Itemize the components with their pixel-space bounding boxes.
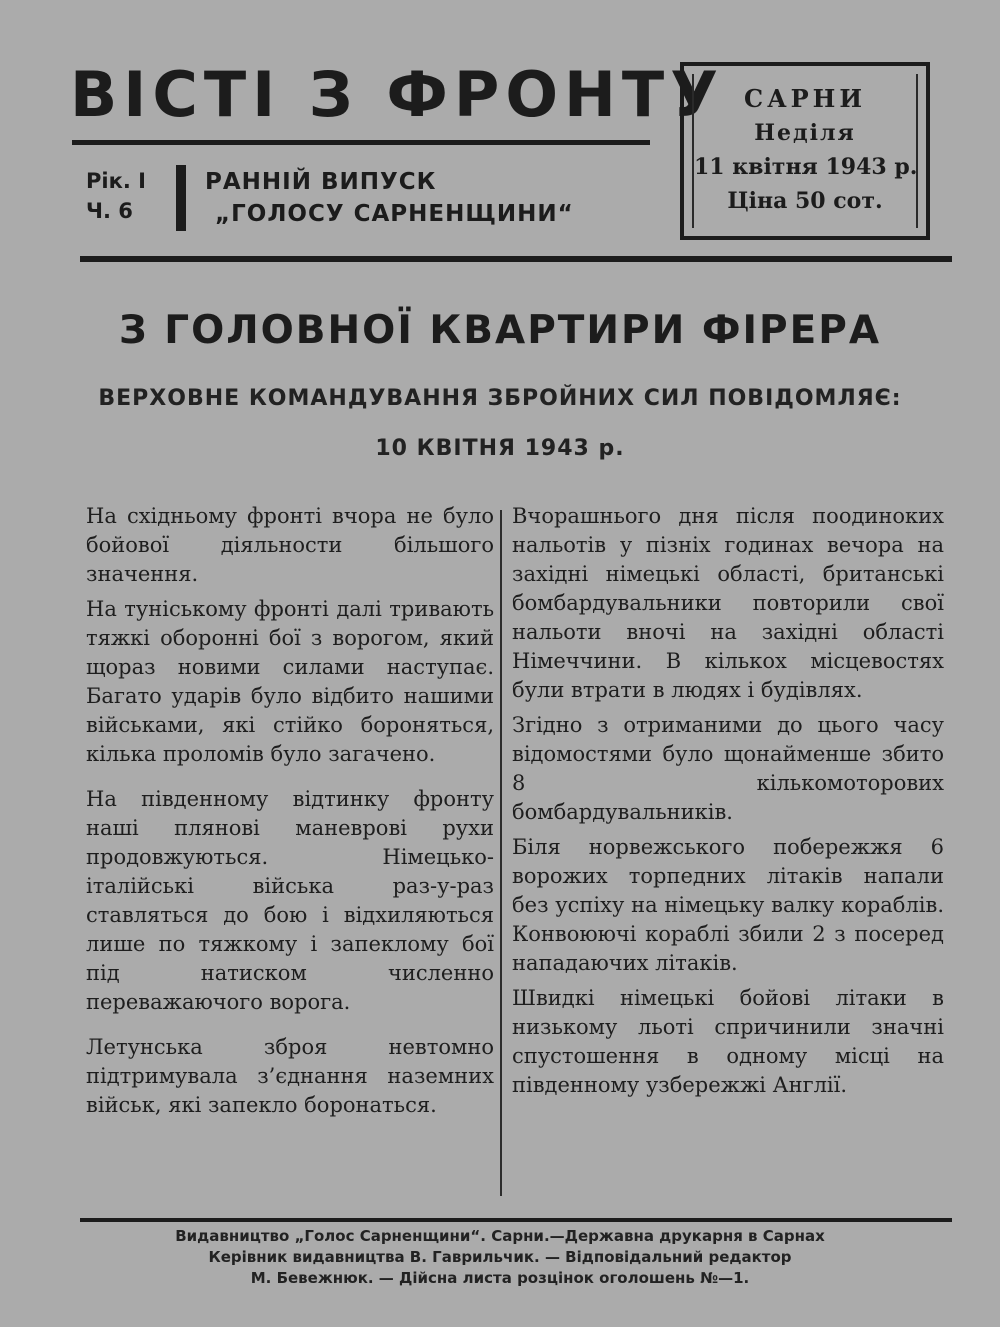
left-column	[86, 502, 494, 1126]
info-date: 11 квітня 1943 р.	[694, 154, 918, 180]
left-paragraph-3: На південному відтинку фронту наші плянові маневрові рухи продовжуються. Німецько-італійські війська раз-у-раз ставляться до бою і відхиляються лише по тяжкому і запеклому бої під натиском численно переважаючого ворога.	[86, 787, 494, 1014]
edition-info	[205, 166, 574, 230]
article-headline: З ГОЛОВНОЇ КВАРТИРИ ФІРЕРА	[118, 308, 882, 353]
left-paragraph-1: На східньому фронті вчора не було бойової діяльности більшого значення.	[86, 504, 494, 586]
edition-line-2: „ГОЛОСУ САРНЕНЩИНИ“	[215, 201, 574, 227]
right-column	[512, 502, 944, 1106]
column-divider	[500, 510, 502, 1196]
issue-info	[86, 166, 146, 226]
left-paragraph-4: Летунська зброя невтомно підтримувала з’єднання наземних військ, які запекло боронаться.	[86, 1035, 494, 1117]
info-weekday: Неділя	[754, 120, 856, 146]
right-paragraph-3: Біля норвежського побережжя 6 ворожих торпедних літаків напали без успіху на німецьку валку кораблів. Конвоюючі кораблі збили 2 з посеред нападаючих літаків.	[512, 835, 944, 975]
info-price: Ціна 50 сот.	[727, 188, 883, 214]
masthead-title: ВІСТІ З ФРОНТУ	[70, 58, 725, 131]
masthead-bottom-rule	[80, 256, 952, 262]
article-dateline: 10 КВІТНЯ 1943 р.	[375, 436, 625, 461]
article-subheadline: ВЕРХОВНЕ КОМАНДУВАННЯ ЗБРОЙНИХ СИЛ ПОВІДОМЛЯЄ:	[98, 386, 902, 411]
right-paragraph-1: Вчорашнього дня після поодиноких нальотів у пізніх годинах вечора на західні німецькі області, британські бомбардувальники повторили свої нальоти вночі на західні області Німеччини. В кількох місцевостях були втрати в людях і будівлях.	[512, 504, 944, 702]
footer-rule	[80, 1218, 952, 1222]
edition-line-1: РАННІЙ ВИПУСК	[205, 169, 437, 195]
footer-line-2: Керівник видавництва В. Гаврильчик. — Відповідальний редактор	[208, 1248, 792, 1266]
info-box-inner	[692, 74, 918, 228]
issue-year: Рік. І	[86, 169, 146, 193]
imprint-footer	[0, 1226, 1000, 1289]
issue-divider-bar	[176, 165, 186, 231]
footer-line-1: Видавництво „Голос Сарненщини“. Сарни.—Державна друкарня в Сарнах	[175, 1227, 825, 1245]
info-box	[680, 62, 930, 240]
masthead-title-rule	[72, 140, 650, 145]
info-city: САРНИ	[743, 84, 867, 113]
footer-line-3: М. Бевежнюк. — Дійсна листа розцінок оголошень №—1.	[250, 1269, 750, 1287]
right-paragraph-2: Згідно з отриманими до цього часу відомостями було щонайменше збито 8 кількомоторових бомбардувальників.	[512, 713, 944, 824]
right-paragraph-4: Швидкі німецькі бойові літаки в низькому льоті спричинили значні спустошення в одному місці на південному узбережжі Англії.	[512, 986, 944, 1097]
left-paragraph-2: На туніському фронті далі тривають тяжкі оборонні бої з ворогом, який щораз новими силами наступає. Багато ударів було відбито нашими військами, які стійко бороняться, кілька проломів було загачено.	[86, 597, 494, 766]
issue-number: Ч. 6	[86, 199, 133, 223]
